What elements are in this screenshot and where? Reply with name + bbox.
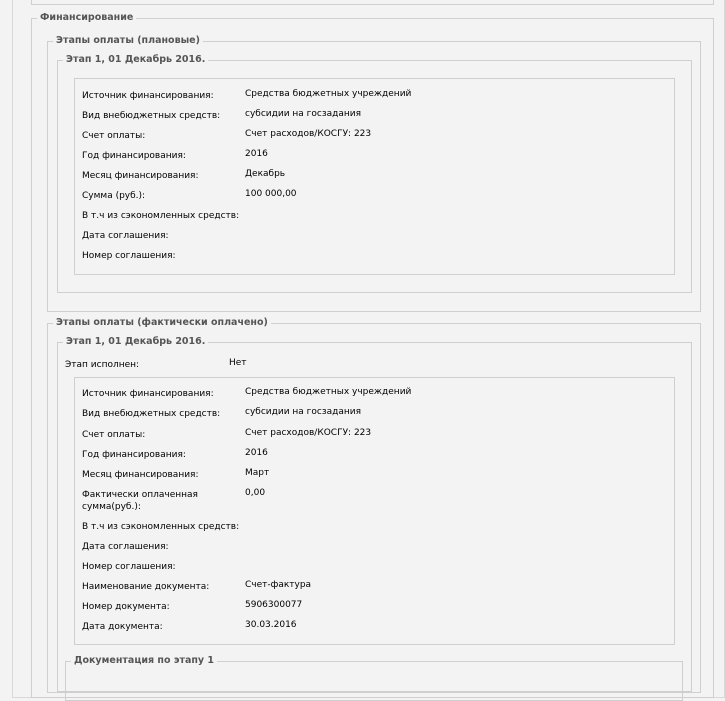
field-label: В т.ч из сэкономленных средств: <box>82 211 240 221</box>
field-label: Месяц финансирования: <box>82 171 199 181</box>
field-label: В т.ч из сэкономленных средств: <box>82 522 240 532</box>
field-label: Год финансирования: <box>82 450 186 460</box>
field-label: Дата соглашения: <box>82 542 169 552</box>
field-label: Наименование документа: <box>82 582 210 592</box>
field-label: Номер документа: <box>82 602 170 612</box>
field-label: Счет оплаты: <box>82 131 146 141</box>
field-value: 5906300077 <box>245 600 303 610</box>
field-label: Фактически оплаченная сумма(руб.): <box>82 490 198 512</box>
stage-completed-value: Нет <box>229 358 247 368</box>
field-label: Номер соглашения: <box>82 562 176 572</box>
docs-section <box>65 661 683 701</box>
field-label: Сумма (руб.): <box>82 191 146 201</box>
financing-title: Финансирование <box>37 12 136 24</box>
field-value: субсидии на госзадания <box>245 407 362 417</box>
field-value: Счет-фактура <box>245 580 312 590</box>
actual-title: Этапы оплаты (фактически оплачено) <box>53 317 271 329</box>
planned-title: Этапы оплаты (плановые) <box>53 35 203 47</box>
field-value: 100 000,00 <box>245 189 297 199</box>
field-label: Вид внебюджетных средств: <box>82 409 221 419</box>
field-label: Источник финансирования: <box>82 389 214 399</box>
field-label: Дата документа: <box>82 622 163 632</box>
field-label: Счет оплаты: <box>82 430 146 440</box>
stage-completed-label: Этап исполнен: <box>65 360 140 370</box>
field-label: Источник финансирования: <box>82 91 214 101</box>
field-value: Счет расходов/КОСГУ: 223 <box>245 428 372 438</box>
field-value: Счет расходов/КОСГУ: 223 <box>245 129 372 139</box>
field-label: Номер соглашения: <box>82 251 176 261</box>
field-value: Март <box>245 468 270 478</box>
field-value: 2016 <box>245 149 268 159</box>
field-value: субсидии на госзадания <box>245 109 362 119</box>
actual-stage-title: Этап 1, 01 Декабрь 2016. <box>63 336 208 348</box>
field-value: Декабрь <box>245 169 286 179</box>
planned-stage-title: Этап 1, 01 Декабрь 2016. <box>63 54 208 66</box>
field-label: Дата соглашения: <box>82 231 169 241</box>
field-value: 0,00 <box>245 488 266 498</box>
field-label: Вид внебюджетных средств: <box>82 111 221 121</box>
field-label: Месяц финансирования: <box>82 470 199 480</box>
field-value: 2016 <box>245 448 268 458</box>
previous-section-frame <box>31 0 714 5</box>
docs-title: Документация по этапу 1 <box>71 655 217 667</box>
field-value: 30.03.2016 <box>245 620 297 630</box>
field-value: Средства бюджетных учреждений <box>245 89 412 99</box>
field-value: Средства бюджетных учреждений <box>245 387 412 397</box>
field-label: Год финансирования: <box>82 151 186 161</box>
